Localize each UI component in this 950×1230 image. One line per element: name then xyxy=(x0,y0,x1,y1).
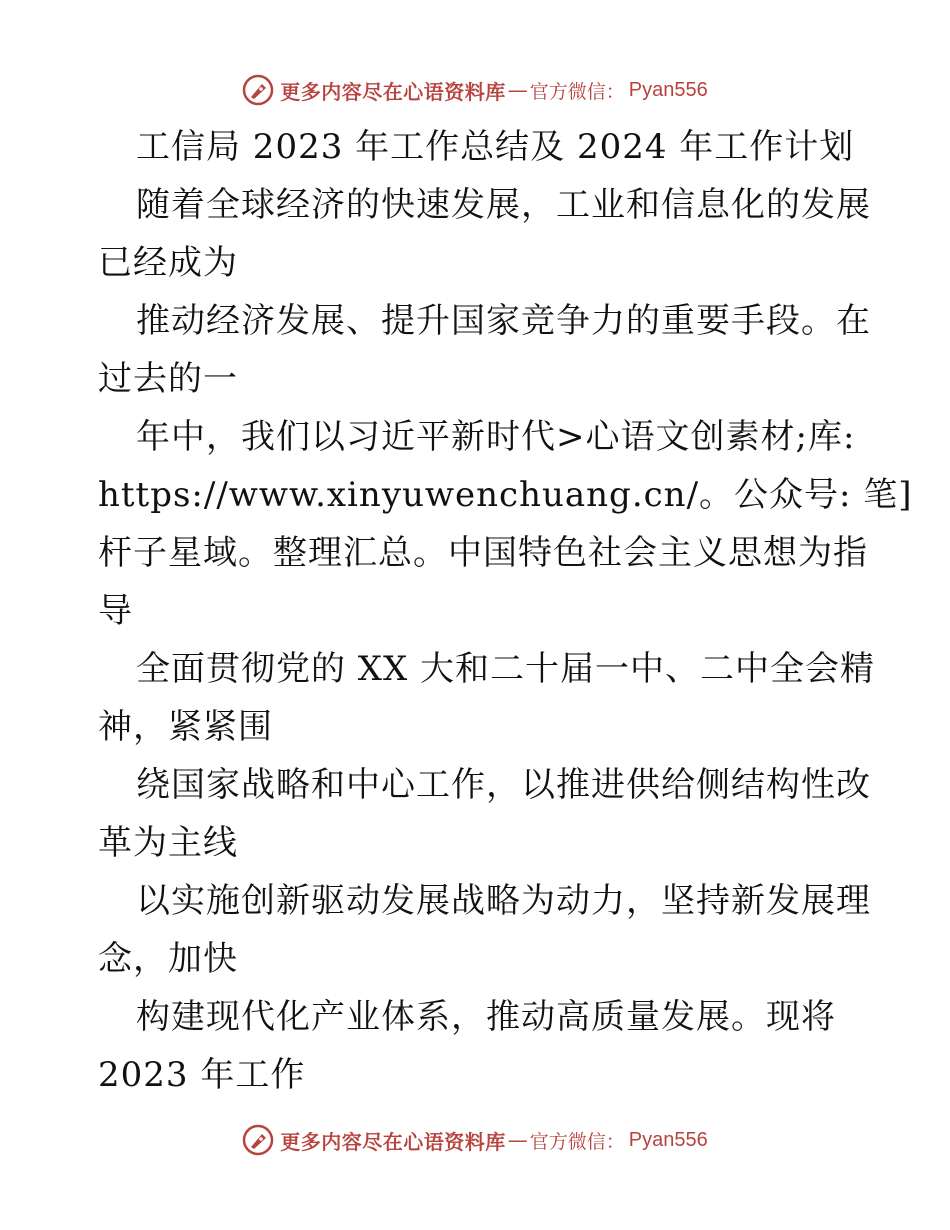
watermark-text: 更多内容尽在心语资料库 xyxy=(280,1129,506,1154)
text-line: 念，加快 xyxy=(98,939,238,979)
text-line: 导 xyxy=(98,591,133,631)
text-line: 神，紧紧围 xyxy=(98,707,273,747)
text-line: 年中，我们以习近平新时代>心语文创素材;库: xyxy=(136,417,856,457)
document-title: 工信局 2023 年工作总结及 2024 年工作计划 xyxy=(136,127,855,167)
watermark-footer xyxy=(0,1120,950,1160)
document-body xyxy=(98,118,913,1104)
text-line: 杆子星域。整理汇总。中国特色社会主义思想为指 xyxy=(98,533,868,573)
text-line: 2023 年工作 xyxy=(98,1055,306,1095)
text-line: https://www.xinyuwenchuang.cn/。公众号: 笔] xyxy=(98,475,913,515)
watermark-text: 更多内容尽在心语资料库 xyxy=(280,79,506,104)
text-line: 已经成为 xyxy=(98,243,238,283)
text-line: 革为主线 xyxy=(98,823,238,863)
text-line: 以实施创新驱动发展战略为动力，坚持新发展理 xyxy=(136,881,871,921)
text-line: 过去的一 xyxy=(98,359,238,399)
watermark-wechat-id: Pyan556 xyxy=(628,78,708,101)
pen-nib-logo-icon xyxy=(242,1124,274,1156)
text-line: 随着全球经济的快速发展，工业和信息化的发展 xyxy=(136,185,871,225)
watermark-wechat-label: 官方微信： xyxy=(529,1130,625,1153)
watermark-wechat-label: 官方微信： xyxy=(529,80,625,103)
watermark-separator: — xyxy=(507,78,528,102)
text-line: 绕国家战略和中心工作，以推进供给侧结构性改 xyxy=(136,765,871,805)
text-line: 全面贯彻党的 XX 大和二十届一中、二中全会精 xyxy=(136,649,876,689)
watermark-header xyxy=(0,70,950,110)
watermark-wechat-id: Pyan556 xyxy=(628,1128,708,1151)
pen-nib-logo-icon xyxy=(242,74,274,106)
text-line: 构建现代化产业体系，推动高质量发展。现将 xyxy=(136,997,836,1037)
text-line: 推动经济发展、提升国家竞争力的重要手段。在 xyxy=(136,301,871,341)
watermark-separator: — xyxy=(507,1128,528,1152)
